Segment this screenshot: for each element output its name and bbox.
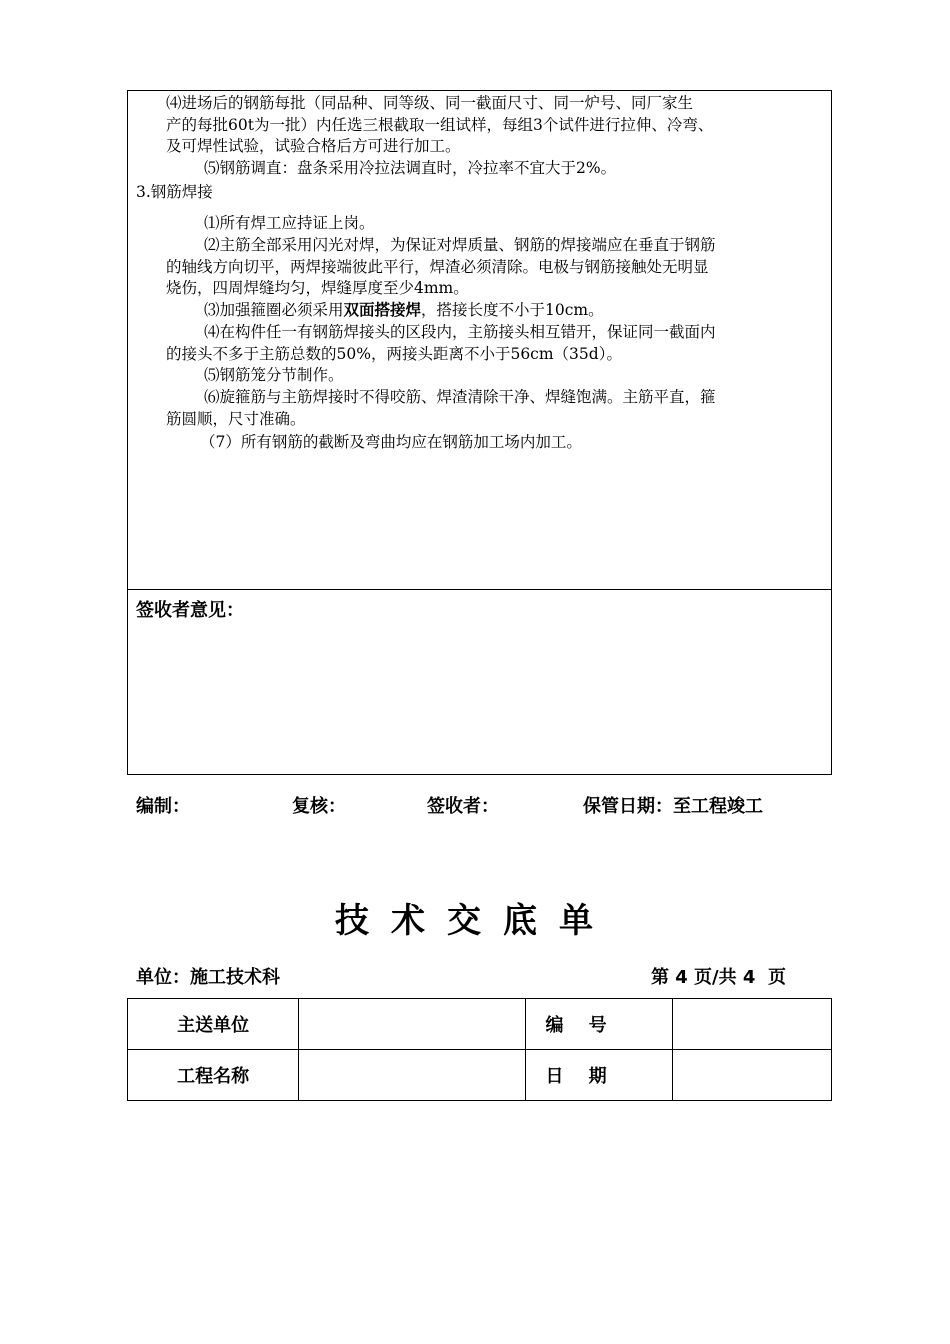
weld-item-3 [166,300,864,322]
unit-label: 单位：施工技术科 [136,967,280,988]
weld-item-7 [200,432,860,454]
paragraph-4-cont [166,115,826,158]
weld-item-4 [166,322,864,344]
compile-label: 编制： [136,796,190,817]
weld-item-4-cont [166,344,826,366]
weld-item-1 [166,213,864,235]
info-table [127,998,832,1101]
section-3-text: 3.钢筋焊接 [136,183,213,201]
p4-line-1: ⑷进场后的钢筋每批（同品种、同等级、同一截面尺寸、同一炉号、同厂家生 [166,94,694,112]
w2-line-1: ⑵主筋全部采用闪光对焊，为保证对焊质量、钢筋的焊接端应在垂直于钢筋 [204,236,716,254]
w6-line-1: ⑹旋箍筋与主筋焊接时不得咬筋、焊渣清除干净、焊缝饱满。主筋平直，箍 [204,388,716,406]
review-label: 复核： [292,796,346,817]
paragraph-5 [166,158,864,180]
w2-line-2: 的轴线方向切平，两焊接端彼此平行，焊渣必须清除。电极与钢筋接触处无明显 [166,257,709,276]
recipient-unit-label: 主送单位 [128,999,299,1050]
w4-line-2: 的接头不多于主筋总数的50%，两接头距离不小于56cm（35d）。 [166,344,622,363]
w2-line-3: 烧伤，四周焊缝均匀，焊缝厚度至少4mm。 [166,279,469,297]
w3-suffix: ，搭接长度不小于10cm。 [421,301,604,319]
p4-line-3: 及可焊性试验，试验合格后方可进行加工。 [166,137,461,155]
receiver-opinion-box [127,589,832,775]
serial-number-label: 编 号 [525,999,672,1050]
table-row [128,999,832,1050]
page-info: 第 4 页/共 4 页 [651,967,786,988]
p4-line-2: 产的每批60t为一批）内任选三根截取一组试样，每组3个试件进行拉伸、冷弯、 [166,115,714,134]
project-name-label: 工程名称 [128,1050,299,1101]
p5-text: ⑸钢筋调直：盘条采用冷拉法调直时，冷拉率不宜大于2%。 [204,159,617,177]
section-3-heading [136,182,796,204]
weld-item-2-cont [166,257,826,300]
receiver-opinion-label: 签收者意见： [136,600,244,621]
w3-prefix: ⑶加强箍圈必须采用 [204,301,344,319]
date-label: 日 期 [525,1050,672,1101]
receiver-label: 签收者： [427,796,499,817]
w1-text: ⑴所有焊工应持证上岗。 [204,214,375,232]
date-value [673,1050,832,1101]
recipient-unit-value [299,999,525,1050]
w7-text: （7）所有钢筋的截断及弯曲均应在钢筋加工场内加工。 [200,433,582,451]
w5-text: ⑸钢筋笼分节制作。 [204,366,344,384]
table-row [128,1050,832,1101]
retention-date-label: 保管日期：至工程竣工 [583,796,763,817]
w4-line-1: ⑷在构件任一有钢筋焊接头的区段内，主筋接头相互错开，保证同一截面内 [204,323,716,341]
content-box [127,90,832,590]
weld-item-5 [166,365,864,387]
w6-line-2: 筋圆顺，尺寸准确。 [166,409,306,428]
document-title: 技术交底单 [335,901,615,941]
serial-number-value [673,999,832,1050]
weld-item-6-cont [166,409,826,431]
w3-bold: 双面搭接焊 [343,301,422,319]
weld-item-2 [166,235,864,257]
weld-item-6 [166,387,864,409]
paragraph-4 [166,93,826,115]
project-name-value [299,1050,525,1101]
